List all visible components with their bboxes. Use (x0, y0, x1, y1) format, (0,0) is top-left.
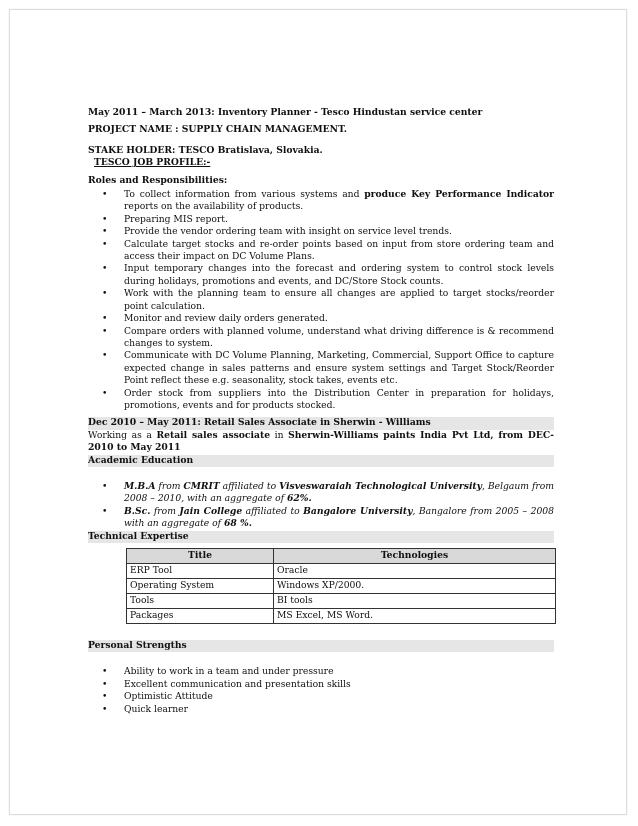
bullet-icon: • (102, 387, 108, 399)
list-item: • Communicate with DC Volume Planning, Marketing, Commercial, Support Office to capture expected change in sales patterns and ensure system settings and Target Stock/Reorder Point reflect these e.g. seasonality, stock takes, events etc. (102, 350, 554, 387)
bullet-icon: • (102, 480, 108, 492)
bullet-icon: • (102, 288, 108, 300)
job-profile-heading: TESCO JOB PROFILE:- (94, 157, 211, 169)
table-row: Packages MS Excel, MS Word. (127, 609, 556, 624)
job-date-role: May 2011 – March 2013: Inventory Planner - Tesco Hindustan service center (88, 107, 483, 118)
list-item: • Provide the vendor ordering team with insight on service level trends. (102, 226, 452, 238)
education-list (88, 481, 554, 531)
bullet-icon: • (102, 703, 108, 715)
list-item: • Work with the planning team to ensure all changes are applied to target stocks/reorder point calculation. (102, 288, 554, 312)
bullet-icon: • (102, 313, 108, 325)
list-item: • Quick learner (102, 703, 189, 715)
bullet-icon: • (102, 226, 108, 238)
table-row: ERP Tool Oracle (127, 564, 556, 579)
table-row: Operating System Windows XP/2000. (127, 579, 556, 594)
resume-content (88, 107, 554, 716)
list-item: • Order stock from suppliers into the Distribution Center in preparation for holidays, promotions, events and for products stocked. (102, 387, 554, 411)
resume-page (9, 9, 627, 815)
list-item: • Optimistic Attitude (102, 691, 213, 703)
column-header-title: Title (127, 549, 274, 564)
sherwin-description: Working as a Retail sales associate in Sherwin-Williams paints India Pvt Ltd, from DEC-2010 to May 2011 (88, 429, 554, 454)
column-header-technologies: Technologies (274, 549, 556, 564)
bullet-icon: • (102, 505, 108, 517)
list-item: • To collect information from various systems and produce Key Performance Indicator reports on the availability of products. (102, 189, 554, 213)
project-name: PROJECT NAME : SUPPLY CHAIN MANAGEMENT. (88, 124, 347, 136)
table-header-row (127, 549, 556, 564)
education-heading: Academic Education (88, 455, 554, 467)
list-item: • Ability to work in a team and under pressure (102, 666, 334, 678)
technical-heading: Technical Expertise (88, 531, 554, 543)
bullet-icon: • (102, 678, 108, 690)
education-item-mba: • M.B.A from CMRIT affiliated to Visveswaraiah Technological University, Belgaum from 2008 – 2010, with an aggregate of 62%. (102, 480, 554, 505)
list-item: • Monitor and review daily orders generated. (102, 313, 328, 325)
technical-table (126, 548, 556, 624)
list-item: • Excellent communication and presentation skills (102, 678, 351, 690)
table-row: Tools BI tools (127, 594, 556, 609)
bullet-icon: • (102, 350, 108, 362)
bullet-icon: • (102, 325, 108, 337)
strengths-heading: Personal Strengths (88, 640, 554, 652)
roles-list (88, 189, 554, 412)
list-item: • Input temporary changes into the forecast and ordering system to control stock levels during holidays, promotions and events, and DC/Store Stock counts. (102, 263, 554, 287)
strengths-list (88, 666, 554, 716)
roles-heading: Roles and Responsibilities: (88, 174, 228, 186)
bullet-icon: • (102, 263, 108, 275)
list-item: • Compare orders with planned volume, understand what driving difference is & recommend changes to system. (102, 325, 554, 349)
bullet-icon: • (102, 666, 108, 678)
education-item-bsc: • B.Sc. from Jain College affiliated to Bangalore University, Bangalore from 2005 – 2008 with an aggregate of 68 %. (102, 505, 554, 530)
stakeholder: STAKE HOLDER: TESCO Bratislava, Slovakia. (88, 144, 323, 156)
list-item: • Calculate target stocks and re-order points based on input from store ordering team and access their impact on DC Volume Plans. (102, 238, 554, 263)
bullet-icon: • (102, 189, 108, 201)
bullet-icon: • (102, 213, 108, 225)
bullet-icon: • (102, 238, 108, 250)
bullet-icon: • (102, 691, 108, 703)
list-item: • Preparing MIS report. (102, 213, 228, 225)
sherwin-heading: Dec 2010 – May 2011: Retail Sales Associate in Sherwin - Williams (88, 417, 554, 429)
